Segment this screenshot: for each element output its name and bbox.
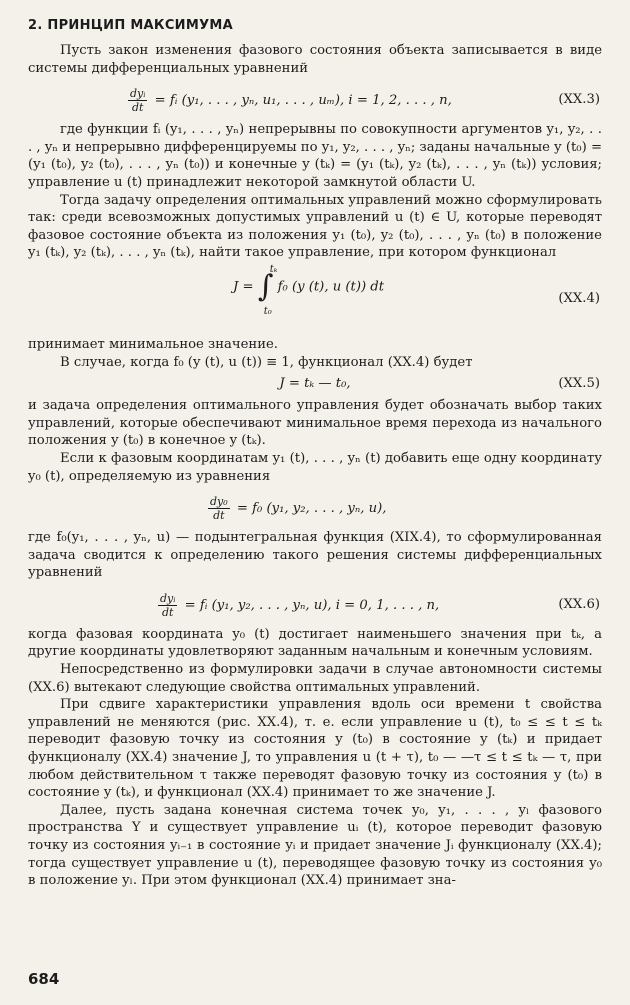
equation-label: (XX.3) (558, 92, 600, 108)
paragraph: Пусть закон изменения фазового состояния объекта записывается в виде системы дифференциальных уравнений (28, 43, 602, 76)
equation-label: (XX.4) (558, 290, 600, 306)
section-title: 2. ПРИНЦИП МАКСИМУМА (28, 18, 234, 33)
paragraph: Далее, пусть задана конечная система точек y₀, y₁, . . . , yₗ фазового пространства Y и существует управление uᵢ (t), которое переводит фазовую точку из состояния yᵢ₋₁ в состояние yᵢ и придает значение Jᵢ функционалу (XX.4); тогда существует управление u (t), переводящее фазовую точку из состояния y₀ в положение yₗ. При этом функционал (XX.4) принимает зна- (28, 802, 602, 889)
paragraph: и задача определения оптимального управления будет обозначать выбор таких управлений, которые обеспечивают минимальное время перехода из начального положения y (t₀) в конечное y (tₖ). (28, 398, 602, 449)
fraction: $\frac{\text{dyᵢ}}{dt}$ (130, 87, 146, 115)
paragraph: Тогда задачу определения оптимальных управлений можно сформулировать так: среди всевозможных допустимых управлений u (t) ∈ U, которые переводят фазовое состояние объекта из положения y₁ (t₀), y₂ (t₀), . . . , yₙ (t₀) в положение y₁ (tₖ), y₂ (tₖ), . . . , yₙ (tₖ), найти такое управление, при котором функционал (28, 192, 602, 261)
paragraph: когда фазовая координата y₀ (t) достигает наименьшего значения при tₖ, а другие координаты удовлетворяют заданным начальным и конечным условиям. (28, 626, 602, 660)
equation-label: (XX.6) (558, 596, 600, 612)
integral-sign: ∫ tₖ t₀ (257, 263, 278, 317)
paragraph: где функции fᵢ (y₁, . . . , yₙ) непрерывны по совокупности аргументов y₁, y₂, . . . , yₙ и непрерывно дифференцируемы по y₁, y₂, . . . , yₙ; заданы начальные y (t₀) = (y₁ (t₀), y₂ (t₀), . . . , yₙ (t₀)) и конечные y (tₖ) = (y₁ (tₖ), y₂ (tₖ), . . . , yₙ (tₖ)) условия; управление u (t) принадлежит некоторой замкнутой области U. (28, 122, 602, 190)
equation-xx3: $\frac{\text{dyᵢ}}{dt}$ = fᵢ (y₁, . . . , yₙ, u₁, . . . , uₘ), i = 1, 2, . . . , n, (XX.3) (130, 87, 600, 115)
equation-label: (XX.5) (558, 376, 600, 392)
paragraph: В случае, когда f₀ (y (t), u (t)) ≡ 1, функционал (XX.4) будет (60, 354, 473, 370)
paragraph: Непосредственно из формулировки задачи в случае автономности системы (XX.6) вытекают следующие свойства оптимальных управлений. (28, 662, 602, 695)
page-number: 684 (28, 970, 60, 988)
equation-y0: $\frac{\text{dy₀}}{dt}$ = f₀ (y₁, y₂, . . . , yₙ, u), (210, 495, 387, 523)
paragraph: Если к фазовым координатам y₁ (t), . . . , yₙ (t) добавить еще одну координату y₀ (t), определяемую из уравнения (28, 450, 602, 484)
body-text (28, 42, 602, 890)
paragraph: где f₀(y₁, . . . , yₙ, u) — подынтегральная функция (XIX.4), то сформулированная задача сводится к определению такого решения системы дифференциальных уравнений (28, 530, 602, 581)
fraction: $\frac{\text{dy₀}}{dt}$ (210, 495, 228, 523)
paragraph: принимает минимальное значение. (28, 336, 278, 352)
equation-xx6: $\frac{\text{dyᵢ}}{dt}$ = fᵢ (y₁, y₂, . . . , yₙ, u), i = 0, 1, . . . , n, (XX.6) (160, 591, 600, 619)
equation-xx4: J = ∫ tₖ t₀ f₀ (y (t), u (t)) dt (XX.4) (233, 263, 600, 317)
equation-xx5: J = tₖ — t₀, (XX.5) (279, 376, 600, 392)
fraction: $\frac{\text{dyᵢ}}{dt}$ (160, 591, 176, 619)
paragraph: При сдвиге характеристики управления вдоль оси времени t свойства управлений не меняются (рис. XX.4), т. е. если управление u (t), t₀ ≤ ≤ t ≤ tₖ переводит фазовую точку из состояния y (t₀) в состояние y (tₖ) и придает функционалу (XX.4) значение J, то управления u (t + τ), t₀ — —τ ≤ t ≤ tₖ — τ, при любом действительном τ также переводят фазовую точку из состояния y (t₀) в состояние y (tₖ), и функционал (XX.4) принимает то же значение J. (28, 697, 602, 801)
